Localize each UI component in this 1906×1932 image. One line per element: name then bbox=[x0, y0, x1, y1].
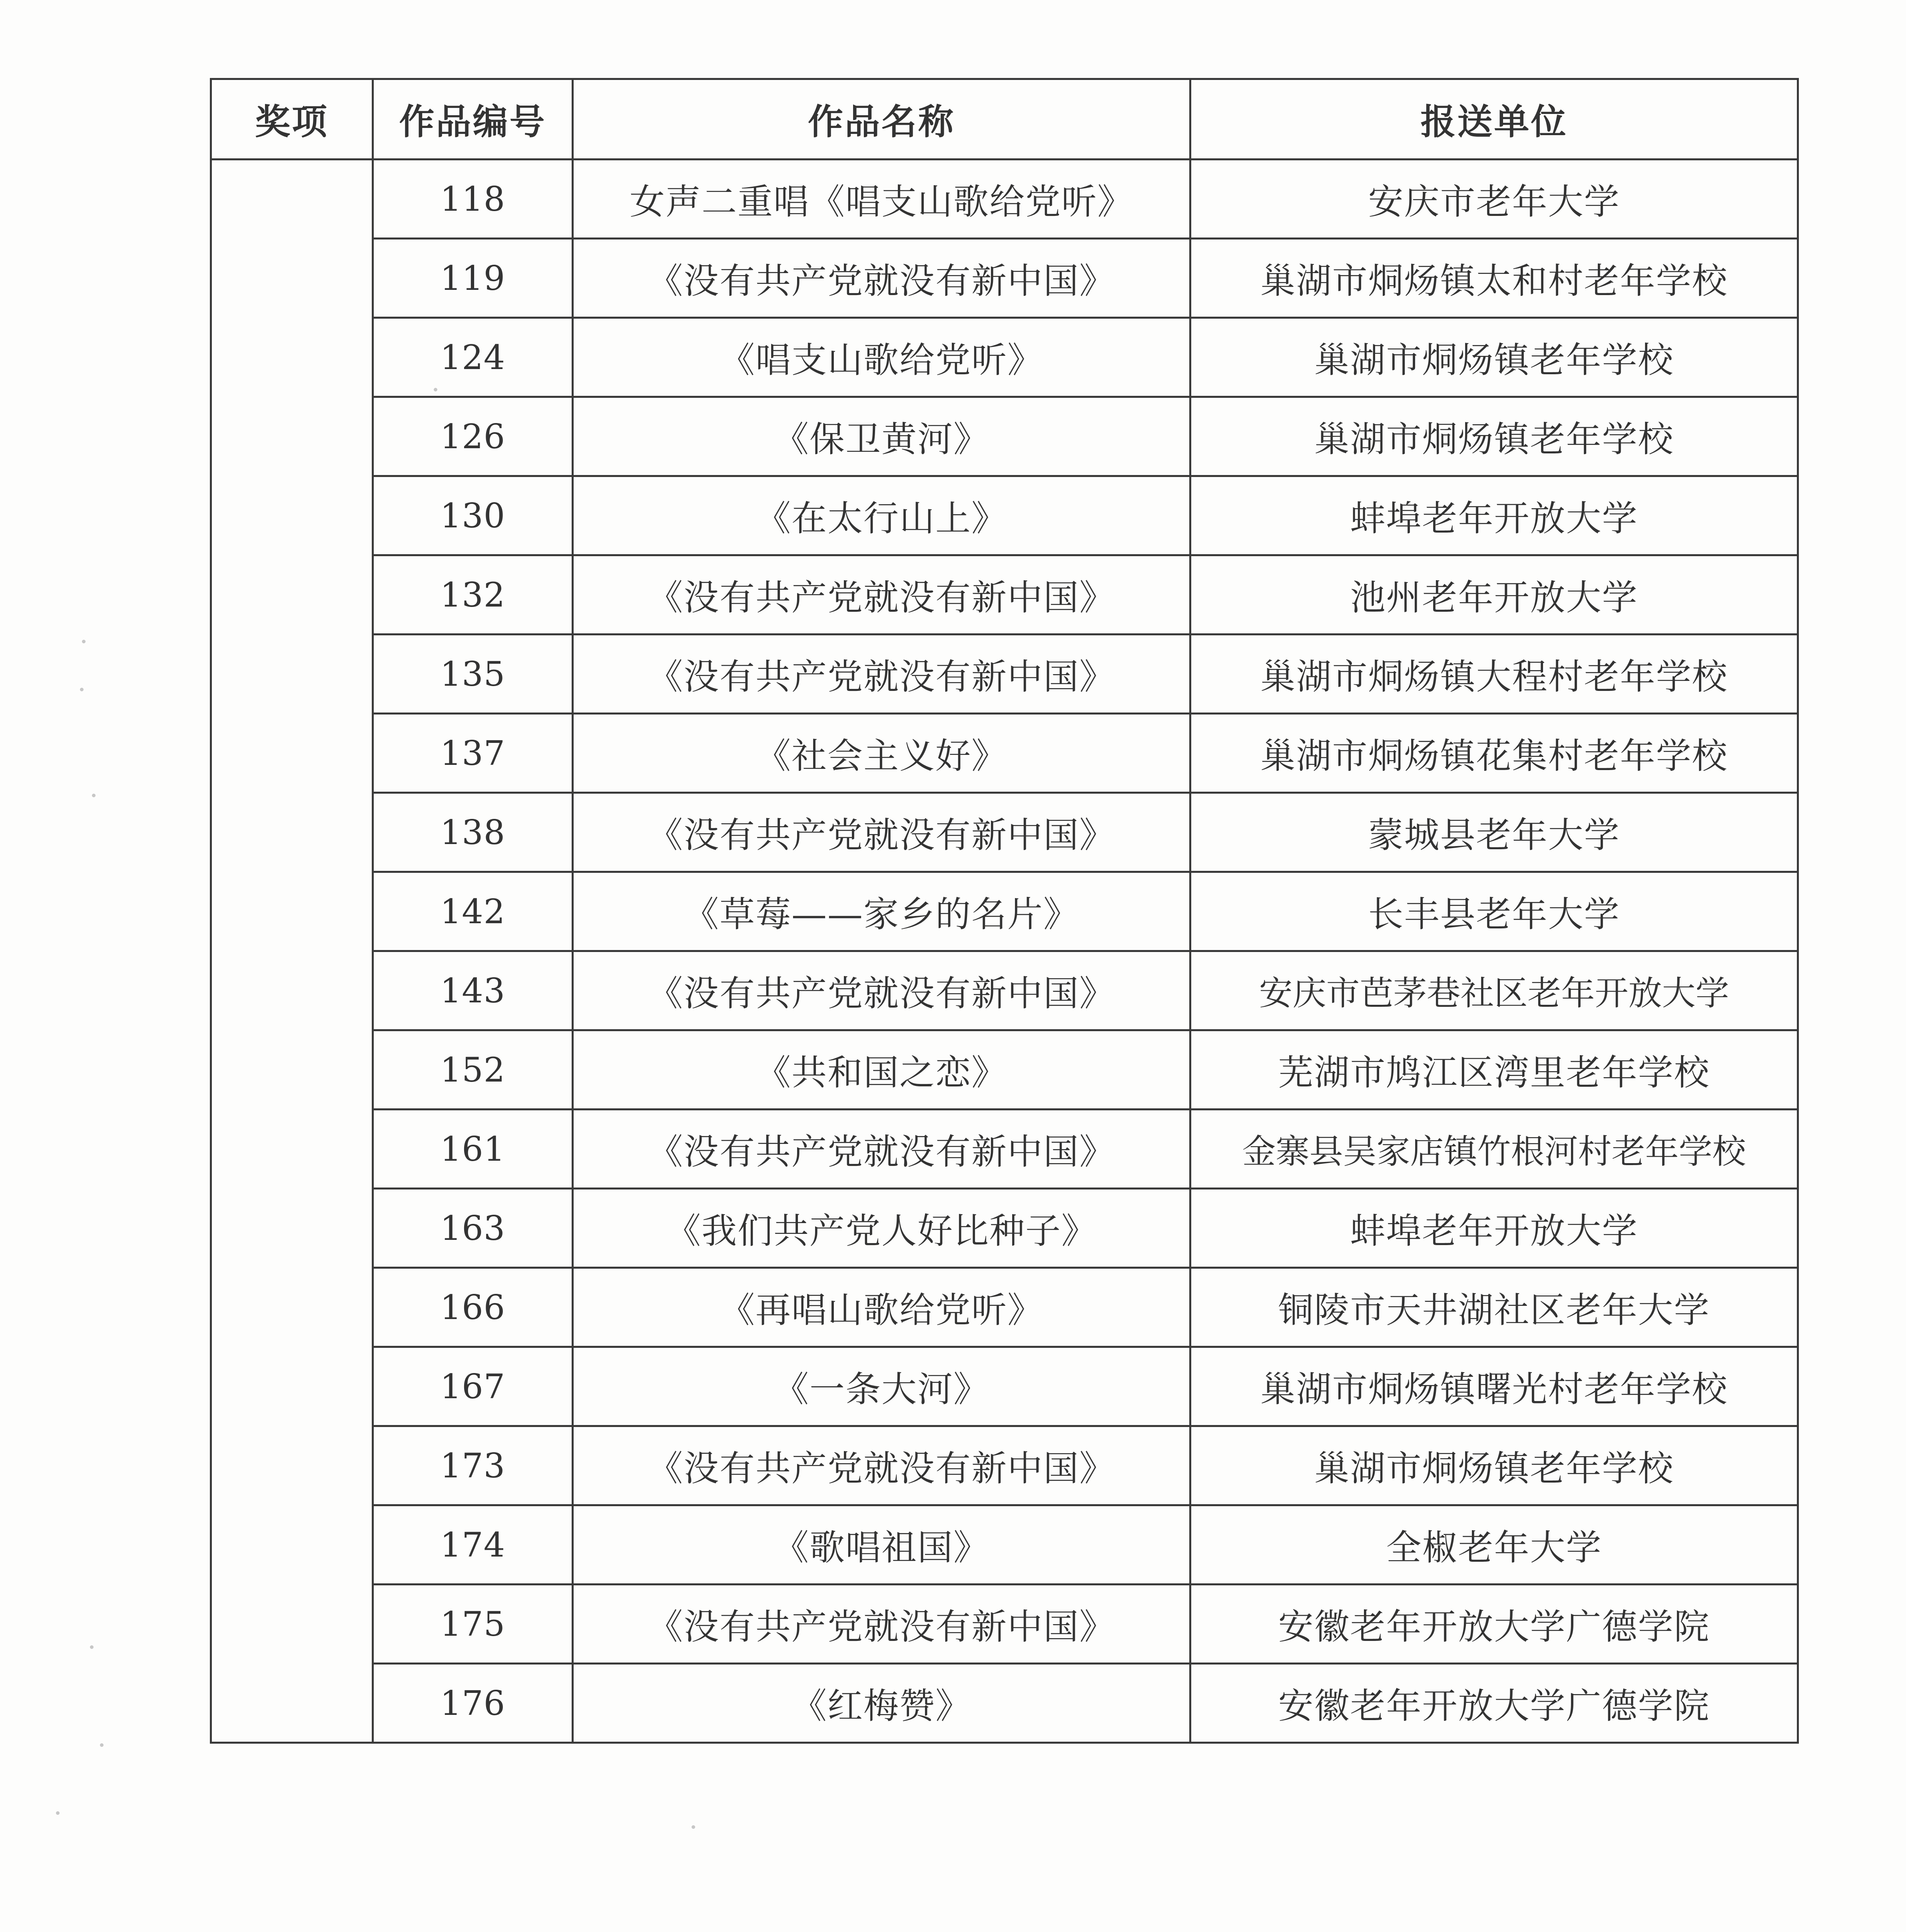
work-no-cell: 176 bbox=[373, 1664, 573, 1743]
table-row bbox=[211, 872, 1798, 951]
work-name-cell: 《歌唱祖国》 bbox=[573, 1505, 1190, 1585]
unit-cell: 蚌埠老年开放大学 bbox=[1190, 1189, 1798, 1268]
work-name-cell: 《我们共产党人好比种子》 bbox=[573, 1189, 1190, 1268]
unit-cell: 巢湖市烔炀镇花集村老年学校 bbox=[1190, 714, 1798, 793]
scan-speck bbox=[82, 640, 86, 643]
work-no-cell: 167 bbox=[373, 1347, 573, 1426]
table-row bbox=[211, 1347, 1798, 1426]
table-row bbox=[211, 793, 1798, 872]
work-no-cell: 174 bbox=[373, 1505, 573, 1585]
work-no-cell: 124 bbox=[373, 318, 573, 397]
work-name-cell: 《在太行山上》 bbox=[573, 476, 1190, 555]
table-row bbox=[211, 1505, 1798, 1585]
scan-speck bbox=[92, 794, 96, 797]
table-row bbox=[211, 160, 1798, 239]
table-row bbox=[211, 714, 1798, 793]
unit-cell: 安庆市老年大学 bbox=[1190, 160, 1798, 239]
work-name-cell: 《没有共产党就没有新中国》 bbox=[573, 1585, 1190, 1664]
work-name-cell: 《没有共产党就没有新中国》 bbox=[573, 1110, 1190, 1189]
table-row bbox=[211, 476, 1798, 555]
work-no-cell: 152 bbox=[373, 1030, 573, 1110]
work-no-cell: 163 bbox=[373, 1189, 573, 1268]
work-no-cell: 132 bbox=[373, 555, 573, 635]
work-name-cell: 《没有共产党就没有新中国》 bbox=[573, 635, 1190, 714]
work-no-cell: 161 bbox=[373, 1110, 573, 1189]
unit-cell: 芜湖市鸠江区湾里老年学校 bbox=[1190, 1030, 1798, 1110]
work-name-cell: 《没有共产党就没有新中国》 bbox=[573, 1426, 1190, 1505]
unit-cell: 巢湖市烔炀镇老年学校 bbox=[1190, 397, 1798, 476]
work-no-cell: 173 bbox=[373, 1426, 573, 1505]
unit-cell: 巢湖市烔炀镇太和村老年学校 bbox=[1190, 239, 1798, 318]
work-no-cell: 130 bbox=[373, 476, 573, 555]
unit-cell: 铜陵市天井湖社区老年大学 bbox=[1190, 1268, 1798, 1347]
work-no-cell: 142 bbox=[373, 872, 573, 951]
work-name-cell: 《没有共产党就没有新中国》 bbox=[573, 555, 1190, 635]
work-name-cell: 《草莓——家乡的名片》 bbox=[573, 872, 1190, 951]
scan-speck bbox=[434, 388, 437, 391]
award-cell bbox=[211, 160, 373, 1743]
table-body bbox=[211, 160, 1798, 1743]
work-no-cell: 118 bbox=[373, 160, 573, 239]
scan-speck bbox=[80, 688, 84, 691]
table-row bbox=[211, 1189, 1798, 1268]
unit-cell: 长丰县老年大学 bbox=[1190, 872, 1798, 951]
work-no-cell: 143 bbox=[373, 951, 573, 1030]
header-work-name: 作品名称 bbox=[573, 79, 1190, 160]
work-name-cell: 《保卫黄河》 bbox=[573, 397, 1190, 476]
work-no-cell: 135 bbox=[373, 635, 573, 714]
unit-cell: 金寨县吴家店镇竹根河村老年学校 bbox=[1190, 1110, 1798, 1189]
work-name-cell: 《没有共产党就没有新中国》 bbox=[573, 239, 1190, 318]
unit-cell: 巢湖市烔炀镇老年学校 bbox=[1190, 1426, 1798, 1505]
work-no-cell: 175 bbox=[373, 1585, 573, 1664]
scan-speck bbox=[90, 1645, 94, 1649]
work-name-cell: 《红梅赞》 bbox=[573, 1664, 1190, 1743]
work-no-cell: 138 bbox=[373, 793, 573, 872]
header-work-no: 作品编号 bbox=[373, 79, 573, 160]
scan-speck bbox=[692, 1825, 695, 1829]
unit-cell: 全椒老年大学 bbox=[1190, 1505, 1798, 1585]
header-unit: 报送单位 bbox=[1190, 79, 1798, 160]
table-row bbox=[211, 239, 1798, 318]
unit-cell: 安徽老年开放大学广德学院 bbox=[1190, 1664, 1798, 1743]
table-row bbox=[211, 1585, 1798, 1664]
unit-cell: 蚌埠老年开放大学 bbox=[1190, 476, 1798, 555]
table-row bbox=[211, 397, 1798, 476]
work-name-cell: 《没有共产党就没有新中国》 bbox=[573, 951, 1190, 1030]
work-name-cell: 《社会主义好》 bbox=[573, 714, 1190, 793]
unit-cell: 巢湖市烔炀镇老年学校 bbox=[1190, 318, 1798, 397]
unit-cell: 安徽老年开放大学广德学院 bbox=[1190, 1585, 1798, 1664]
work-no-cell: 166 bbox=[373, 1268, 573, 1347]
scan-speck bbox=[100, 1743, 104, 1747]
header-award: 奖项 bbox=[211, 79, 373, 160]
award-table bbox=[210, 78, 1799, 1744]
work-name-cell: 《共和国之恋》 bbox=[573, 1030, 1190, 1110]
table-row bbox=[211, 318, 1798, 397]
scan-speck bbox=[56, 1811, 60, 1815]
work-name-cell: 《一条大河》 bbox=[573, 1347, 1190, 1426]
table-row bbox=[211, 1110, 1798, 1189]
table-header bbox=[211, 79, 1798, 160]
table-row bbox=[211, 1426, 1798, 1505]
work-no-cell: 126 bbox=[373, 397, 573, 476]
table-row bbox=[211, 1268, 1798, 1347]
work-name-cell: 《唱支山歌给党听》 bbox=[573, 318, 1190, 397]
unit-cell: 巢湖市烔炀镇曙光村老年学校 bbox=[1190, 1347, 1798, 1426]
header-row bbox=[211, 79, 1798, 160]
table-row bbox=[211, 635, 1798, 714]
unit-cell: 池州老年开放大学 bbox=[1190, 555, 1798, 635]
unit-cell: 安庆市芭茅巷社区老年开放大学 bbox=[1190, 951, 1798, 1030]
table-row bbox=[211, 1030, 1798, 1110]
work-name-cell: 女声二重唱《唱支山歌给党听》 bbox=[573, 160, 1190, 239]
work-name-cell: 《没有共产党就没有新中国》 bbox=[573, 793, 1190, 872]
unit-cell: 蒙城县老年大学 bbox=[1190, 793, 1798, 872]
table-row bbox=[211, 555, 1798, 635]
table-row bbox=[211, 951, 1798, 1030]
unit-cell: 巢湖市烔炀镇大程村老年学校 bbox=[1190, 635, 1798, 714]
work-no-cell: 137 bbox=[373, 714, 573, 793]
work-name-cell: 《再唱山歌给党听》 bbox=[573, 1268, 1190, 1347]
table-row bbox=[211, 1664, 1798, 1743]
work-no-cell: 119 bbox=[373, 239, 573, 318]
